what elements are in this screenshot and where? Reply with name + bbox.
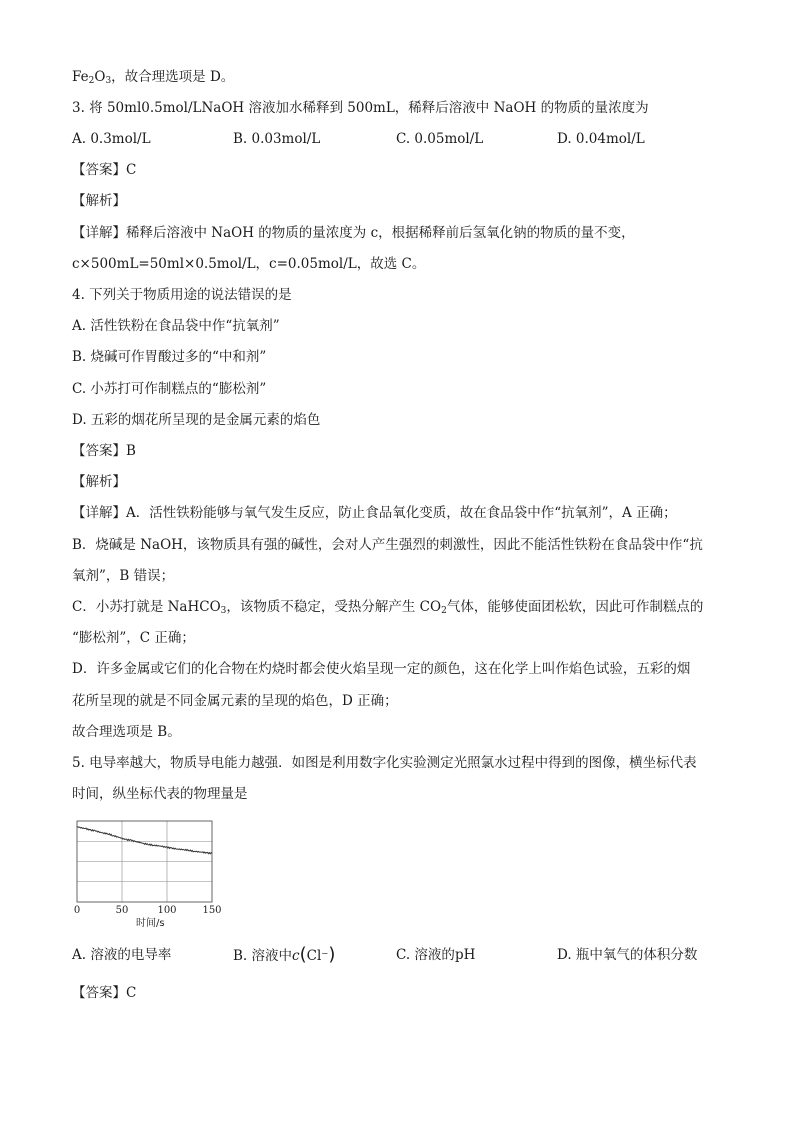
question-5-option-a: A. 溶液的电导率 [72, 947, 172, 963]
detail-3-calculation: c×500mL=50ml×0.5mol/L，c=0.05mol/L，故选 C。 [72, 256, 426, 272]
question-3-option-d: D. 0.04mol/L [557, 131, 645, 147]
detail-4-line-6: D．许多金属或它们的化合物在灼烧时都会使火焰呈现一定的颜色，这在化学上叫作焰色试验，五彩的烟 [72, 661, 691, 677]
question-5-option-c: C. 溶液的pH [396, 947, 476, 963]
x-axis-label: 时间/s [136, 918, 165, 928]
answer-4: 【答案】B [72, 443, 136, 459]
x-tick-labels [74, 905, 222, 916]
answer-5: 【答案】C [72, 985, 137, 1001]
x-tick-label-2: 100 [157, 905, 177, 916]
conductivity-line-chart [66, 816, 226, 928]
detail-4-line-7: 花所呈现的就是不同金属元素的呈现的焰色，D 正确； [72, 693, 398, 709]
question-4-option-c: C. 小苏打可作制糕点的“膨松剂” [72, 381, 267, 397]
detail-4-line-4: C．小苏打就是 NaHCO$_3$，该物质不稳定，受热分解产生 $CO_2$气体，能够使面团松软，因此可作制糕点的 [72, 599, 704, 616]
question-4-stem: 4. 下列关于物质用途的说法错误的是 [72, 287, 292, 303]
line-fe2o3-conclusion: $Fe_2O_3$，故合理选项是 D。 [72, 69, 235, 86]
detail-4-line-5: “膨松剂”，C 正确； [72, 630, 195, 646]
chart-grid [77, 821, 212, 902]
question-5-option-b: B. 溶液中c(Cl⁻) [233, 944, 336, 965]
question-5-stem-line-2: 时间，纵坐标代表的物理量是 [72, 786, 248, 802]
analysis-3-heading: 【解析】 [72, 193, 126, 209]
question-4-option-d: D. 五彩的烟花所呈现的是金属元素的焰色 [72, 412, 321, 428]
x-tick-label-1: 50 [115, 905, 129, 916]
detail-4-line-8: 故合理选项是 B。 [72, 724, 181, 740]
x-tick-label-0: 0 [73, 905, 81, 916]
question-4-option-a: A. 活性铁粉在食品袋中作“抗氧剂” [72, 318, 280, 334]
answer-3: 【答案】C [72, 162, 137, 178]
question-5-option-d: D. 瓶中氧气的体积分数 [557, 947, 698, 963]
detail-4-line-3: 氧剂”，B 错误； [72, 568, 175, 584]
analysis-4-heading: 【解析】 [72, 474, 126, 490]
question-3-stem: 3. 将 50ml0.5mol/LNaOH 溶液加水稀释到 500mL，稀释后溶液中 NaOH 的物质的量浓度为 [72, 100, 649, 116]
question-3-option-c: C. 0.05mol/L [396, 131, 484, 147]
detail-3-text: 【详解】稀释后溶液中 NaOH 的物质的量浓度为 c，根据稀释前后氢氧化钠的物质的量不变， [72, 225, 635, 241]
question-3-option-b: B. 0.03mol/L [233, 131, 321, 147]
question-5-stem-line-1: 5. 电导率越大，物质导电能力越强．如图是利用数字化实验测定光照氯水过程中得到的图像，横坐标代表 [72, 755, 697, 771]
x-tick-label-3: 150 [202, 905, 222, 916]
question-4-option-b: B. 烧碱可作胃酸过多的“中和剂” [72, 349, 267, 365]
series-line-0 [77, 827, 212, 854]
question-3-option-a: A. 0.3mol/L [72, 131, 151, 147]
detail-4-line-2: B．烧碱是 NaOH，该物质具有强的碱性，会对人产生强烈的刺激性，因此不能活性铁粉在食品袋中作“抗 [72, 537, 703, 553]
detail-4-line-1: 【详解】A．活性铁粉能够与氧气发生反应，防止食品氧化变质，故在食品袋中作“抗氧剂”，A 正确； [72, 505, 677, 521]
